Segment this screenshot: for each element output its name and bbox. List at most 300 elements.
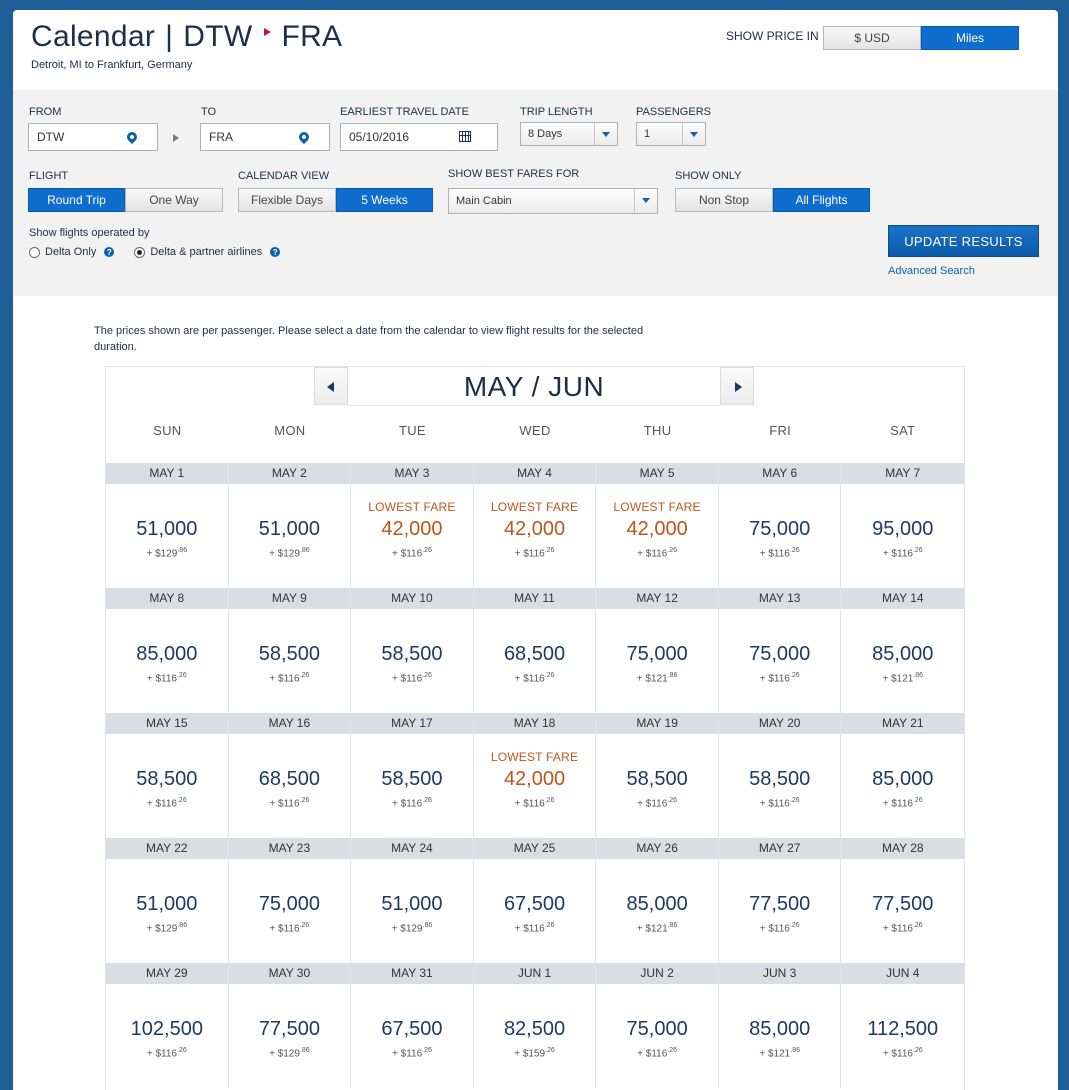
search-form	[13, 90, 1058, 296]
flight-label: FLIGHT	[29, 170, 69, 182]
non-stop-button[interactable]: Non Stop	[675, 188, 773, 212]
day-tax-amount	[596, 922, 718, 934]
calendar-day-cell[interactable]	[106, 463, 229, 588]
day-miles-price: 67,500	[381, 1018, 443, 1040]
tax-prefix: + $	[392, 798, 407, 810]
calendar-day-cell[interactable]	[841, 963, 964, 1088]
tax-prefix: + $	[514, 548, 529, 560]
earliest-date-value: 05/10/2016	[349, 130, 410, 144]
day-date-label: MAY 2	[229, 463, 351, 484]
calendar-day-cell[interactable]	[841, 588, 964, 713]
day-date-label: MAY 26	[596, 838, 718, 859]
day-date-label: MAY 25	[474, 838, 596, 859]
day-date-label: MAY 19	[596, 713, 718, 734]
show-price-in-label: SHOW PRICE IN	[726, 29, 819, 43]
tax-cents: .86	[177, 547, 188, 554]
to-input[interactable]	[200, 123, 330, 151]
tax-prefix: + $	[391, 923, 406, 935]
show-only-toggle	[675, 188, 870, 212]
tax-cents: .86	[667, 922, 678, 929]
calendar-day-cell[interactable]	[719, 588, 842, 713]
calendar-day-cell[interactable]	[229, 963, 352, 1088]
main-panel	[13, 10, 1058, 1090]
tax-prefix: + $	[146, 548, 161, 560]
map-pin-icon	[297, 130, 311, 144]
day-tax-amount	[229, 547, 351, 559]
day-date-label: MAY 27	[719, 838, 841, 859]
calendar-day-cell[interactable]	[596, 713, 719, 838]
calendar-day-cell[interactable]	[596, 463, 719, 588]
day-date-label: MAY 6	[719, 463, 841, 484]
earliest-date-label: EARLIEST TRAVEL DATE	[340, 106, 469, 118]
from-input[interactable]	[28, 123, 158, 151]
day-miles-price: 51,000	[258, 518, 320, 540]
trip-length-label: TRIP LENGTH	[520, 106, 593, 118]
tax-cents: .26	[789, 672, 800, 679]
five-weeks-button[interactable]: 5 Weeks	[336, 188, 433, 212]
day-tax-amount	[719, 797, 841, 809]
delta-only-label[interactable]: Delta Only	[45, 246, 97, 258]
tax-prefix: + $	[146, 673, 162, 685]
lowest-fare-badge: LOWEST FARE	[490, 500, 579, 514]
price-notice: The prices shown are per passenger. Please select a date from the calendar to view flight results for the selected duration.	[94, 325, 644, 353]
tax-cents: .26	[544, 547, 555, 554]
day-tax-amount	[474, 922, 596, 934]
tax-prefix: + $	[637, 798, 652, 810]
chevron-down-icon	[682, 123, 705, 145]
day-miles-price: 42,000	[503, 768, 566, 790]
tax-dollars: 129	[283, 1048, 300, 1060]
from-label: FROM	[29, 106, 62, 118]
day-miles-price: 75,000	[626, 1018, 688, 1040]
calendar-day-cell[interactable]	[596, 838, 719, 963]
calendar-day-cell[interactable]	[351, 713, 474, 838]
calendar-day-cell[interactable]	[106, 588, 229, 713]
tax-cents: .26	[667, 797, 678, 804]
tax-cents: .26	[912, 1047, 923, 1054]
tax-dollars: 116	[651, 548, 668, 560]
day-date-label: MAY 5	[596, 463, 718, 484]
calendar-view-label: CALENDAR VIEW	[238, 170, 330, 182]
tax-dollars: 116	[406, 673, 423, 685]
title-destination: FRA	[281, 20, 343, 53]
tax-prefix: + $	[146, 798, 162, 810]
tax-prefix: + $	[392, 673, 407, 685]
tax-prefix: + $	[146, 923, 161, 935]
best-fares-select[interactable]	[448, 188, 658, 214]
day-miles-price: 68,500	[503, 643, 566, 665]
day-date-label: MAY 14	[841, 588, 964, 609]
day-miles-price: 51,000	[136, 893, 198, 915]
tax-prefix: + $	[882, 923, 897, 935]
tax-cents: .26	[176, 672, 187, 679]
tax-prefix: + $	[269, 923, 284, 935]
day-miles-price: 58,500	[136, 768, 198, 790]
day-tax-amount	[474, 1047, 596, 1059]
help-icon[interactable]: ?	[104, 247, 114, 257]
day-date-label: MAY 7	[841, 463, 964, 484]
weekday-label: TUE	[398, 423, 426, 438]
tax-prefix: + $	[759, 1048, 774, 1060]
day-miles-price: 85,000	[136, 643, 198, 665]
tax-prefix: + $	[514, 1048, 529, 1060]
day-date-label: MAY 30	[229, 963, 351, 984]
one-way-button[interactable]: One Way	[125, 188, 223, 212]
day-tax-amount	[229, 922, 351, 934]
tax-prefix: + $	[514, 923, 529, 935]
day-date-label: JUN 2	[596, 963, 718, 984]
calendar-day-cell[interactable]	[229, 463, 352, 588]
tax-dollars: 116	[528, 673, 545, 685]
day-tax-amount	[596, 672, 718, 684]
tax-dollars: 116	[528, 923, 545, 935]
day-miles-price: 58,500	[381, 768, 443, 790]
tax-cents: .26	[422, 672, 432, 679]
route-arrow-icon	[264, 28, 271, 36]
price-usd-button[interactable]: $ USD	[823, 26, 921, 50]
day-date-label: JUN 4	[841, 963, 964, 984]
tax-prefix: + $	[882, 673, 897, 685]
tax-cents: .86	[422, 922, 433, 929]
day-tax-amount	[841, 672, 964, 684]
tax-dollars: 116	[897, 548, 913, 560]
tax-dollars: 129	[405, 923, 423, 935]
calendar-icon[interactable]	[459, 131, 471, 142]
day-tax-amount	[719, 672, 841, 684]
day-tax-amount	[719, 1047, 841, 1059]
delta-only-radio[interactable]	[29, 247, 40, 258]
tax-dollars: 116	[161, 798, 177, 810]
tax-cents: .26	[667, 1047, 678, 1054]
day-date-label: MAY 10	[351, 588, 473, 609]
prev-month-button[interactable]	[314, 367, 348, 405]
day-miles-price: 85,000	[626, 893, 688, 915]
tax-dollars: 116	[406, 1048, 423, 1060]
tax-cents: .26	[545, 1047, 555, 1054]
tax-dollars: 129	[160, 923, 178, 935]
title-page-name: Calendar	[31, 20, 156, 53]
month-navigation	[314, 367, 758, 407]
tax-cents: .86	[299, 547, 310, 554]
day-miles-price: 85,000	[749, 1018, 811, 1040]
tax-prefix: + $	[392, 548, 407, 560]
tax-prefix: + $	[759, 548, 774, 560]
tax-prefix: + $	[514, 673, 529, 685]
tax-cents: .26	[544, 922, 555, 929]
passengers-value: 1	[644, 128, 651, 140]
calendar-day-cell[interactable]	[351, 588, 474, 713]
calendar-week-row	[106, 963, 964, 1088]
tax-dollars: 116	[528, 798, 545, 810]
calendar-day-cell[interactable]	[351, 838, 474, 963]
best-fares-label: SHOW BEST FARES FOR	[448, 168, 580, 180]
trip-length-value: 8 Days	[528, 128, 563, 140]
tax-dollars: 116	[406, 548, 423, 560]
tax-dollars: 121	[773, 1048, 791, 1060]
price-unit-toggle	[823, 26, 1019, 50]
calendar-day-cell[interactable]	[841, 463, 964, 588]
tax-dollars: 116	[897, 1048, 913, 1060]
calendar-day-cell[interactable]	[474, 838, 597, 963]
day-tax-amount	[474, 547, 596, 559]
calendar-day-cell[interactable]	[719, 713, 842, 838]
tax-dollars: 116	[773, 798, 790, 810]
tax-prefix: + $	[759, 798, 774, 810]
chevron-right-icon	[735, 382, 742, 392]
tax-dollars: 116	[283, 673, 300, 685]
fare-calendar	[105, 366, 965, 1090]
day-date-label: MAY 3	[351, 463, 473, 484]
day-date-label: JUN 3	[719, 963, 841, 984]
page-title	[31, 20, 342, 54]
round-trip-button[interactable]: Round Trip	[28, 188, 125, 212]
tax-prefix: + $	[759, 673, 774, 685]
weekday-label: THU	[643, 423, 672, 438]
tax-dollars: 116	[651, 1048, 668, 1060]
tax-dollars: 116	[283, 798, 300, 810]
day-tax-amount	[106, 672, 228, 684]
weekday-label: FRI	[769, 423, 792, 438]
calendar-view-toggle	[238, 188, 433, 212]
lowest-fare-badge: LOWEST FARE	[490, 750, 579, 764]
day-tax-amount	[351, 547, 473, 559]
tax-dollars: 116	[283, 923, 300, 935]
tax-cents: .26	[422, 547, 432, 554]
tax-prefix: + $	[882, 1048, 897, 1060]
day-miles-price: 58,500	[258, 643, 320, 665]
day-miles-price: 82,500	[503, 1018, 566, 1040]
earliest-date-input[interactable]	[340, 123, 498, 151]
calendar-day-cell[interactable]	[596, 963, 719, 1088]
operated-by-label: Show flights operated by	[29, 227, 150, 239]
route-subtitle: Detroit, MI to Frankfurt, Germany	[31, 59, 193, 71]
tax-dollars: 116	[651, 798, 668, 810]
day-miles-price: 85,000	[872, 768, 934, 790]
tax-prefix: + $	[637, 1048, 652, 1060]
tax-cents: .26	[176, 797, 187, 804]
day-date-label: MAY 12	[596, 588, 718, 609]
passengers-label: PASSENGERS	[636, 106, 711, 118]
tax-dollars: 121	[650, 923, 668, 935]
tax-dollars: 129	[283, 548, 300, 560]
lowest-fare-badge: LOWEST FARE	[368, 500, 456, 514]
day-date-label: MAY 24	[351, 838, 473, 859]
tax-dollars: 121	[896, 673, 914, 685]
calendar-day-cell[interactable]	[719, 838, 842, 963]
day-date-label: MAY 23	[229, 838, 351, 859]
title-separator: |	[165, 20, 174, 53]
tax-prefix: + $	[269, 673, 284, 685]
tax-prefix: + $	[759, 923, 774, 935]
tax-dollars: 116	[406, 798, 423, 810]
advanced-search-link[interactable]: Advanced Search	[888, 265, 975, 277]
calendar-day-cell[interactable]	[596, 588, 719, 713]
calendar-weeks	[106, 463, 964, 1088]
day-tax-amount	[841, 1047, 964, 1059]
day-miles-price: 112,500	[867, 1018, 939, 1040]
tax-prefix: + $	[392, 1048, 407, 1060]
weekday-label: MON	[274, 423, 306, 438]
calendar-day-cell[interactable]	[474, 588, 597, 713]
day-tax-amount	[596, 547, 718, 559]
tax-prefix: + $	[637, 548, 652, 560]
best-fares-value: Main Cabin	[456, 195, 512, 207]
tax-cents: .26	[789, 547, 800, 554]
calendar-day-cell[interactable]	[106, 713, 229, 838]
tax-dollars: 116	[897, 798, 913, 810]
tax-cents: .26	[789, 797, 800, 804]
day-date-label: MAY 16	[229, 713, 351, 734]
passengers-select[interactable]	[636, 122, 706, 146]
tax-cents: .26	[912, 922, 923, 929]
day-miles-price: 75,000	[258, 893, 320, 915]
day-tax-amount	[474, 672, 596, 684]
day-tax-amount	[351, 922, 473, 934]
title-origin: DTW	[183, 20, 253, 53]
trip-length-select[interactable]	[520, 122, 618, 146]
tax-cents: .86	[177, 922, 188, 929]
day-tax-amount	[719, 922, 841, 934]
tax-prefix: + $	[882, 798, 897, 810]
day-date-label: MAY 29	[106, 963, 228, 984]
delta-partner-radio[interactable]	[134, 247, 145, 258]
calendar-day-cell[interactable]	[719, 963, 842, 1088]
tax-prefix: + $	[514, 798, 529, 810]
day-tax-amount	[719, 547, 841, 559]
calendar-day-cell[interactable]	[474, 713, 597, 838]
show-only-label: SHOW ONLY	[675, 170, 742, 182]
calendar-week-row	[106, 713, 964, 838]
update-results-button[interactable]: UPDATE RESULTS	[888, 225, 1039, 257]
map-pin-icon	[125, 130, 139, 144]
day-tax-amount	[106, 797, 228, 809]
day-miles-price: 102,500	[130, 1018, 203, 1040]
all-flights-button[interactable]: All Flights	[773, 188, 870, 212]
tax-dollars: 116	[897, 923, 913, 935]
calendar-day-cell[interactable]	[719, 463, 842, 588]
tax-cents: .26	[912, 797, 923, 804]
day-date-label: MAY 21	[841, 713, 964, 734]
calendar-day-cell[interactable]	[229, 713, 352, 838]
day-miles-price: 75,000	[749, 643, 811, 665]
to-value: FRA	[209, 130, 233, 144]
day-miles-price: 77,500	[749, 893, 811, 915]
day-miles-price: 42,000	[381, 518, 443, 540]
day-date-label: MAY 9	[229, 588, 351, 609]
day-date-label: JUN 1	[474, 963, 596, 984]
tax-cents: .26	[544, 672, 555, 679]
tax-dollars: 116	[773, 548, 790, 560]
tax-dollars: 116	[773, 673, 790, 685]
weekday-header	[106, 423, 964, 438]
day-date-label: MAY 11	[474, 588, 596, 609]
tax-cents: .26	[422, 1047, 432, 1054]
day-tax-amount	[106, 1047, 228, 1059]
day-miles-price: 75,000	[626, 643, 688, 665]
next-month-button[interactable]	[720, 367, 754, 405]
calendar-day-cell[interactable]	[106, 838, 229, 963]
flexible-days-button[interactable]: Flexible Days	[238, 188, 336, 212]
tax-prefix: + $	[636, 673, 651, 685]
day-miles-price: 95,000	[872, 518, 934, 540]
calendar-day-cell[interactable]	[841, 838, 964, 963]
tax-cents: .26	[912, 547, 923, 554]
calendar-day-cell[interactable]	[474, 463, 597, 588]
day-miles-price: 42,000	[626, 518, 688, 540]
day-miles-price: 51,000	[136, 518, 198, 540]
lowest-fare-badge: LOWEST FARE	[613, 500, 701, 514]
tax-cents: .26	[789, 922, 800, 929]
tax-dollars: 116	[161, 1048, 177, 1060]
day-tax-amount	[474, 797, 596, 809]
tax-dollars: 116	[161, 673, 177, 685]
day-date-label: MAY 8	[106, 588, 228, 609]
day-tax-amount	[229, 672, 351, 684]
day-miles-price: 51,000	[381, 893, 443, 915]
tax-cents: .86	[667, 672, 678, 679]
day-miles-price: 42,000	[503, 518, 566, 540]
tax-cents: .26	[299, 797, 310, 804]
tax-prefix: + $	[269, 798, 284, 810]
day-date-label: MAY 15	[106, 713, 228, 734]
weekday-label: WED	[519, 423, 551, 438]
day-tax-amount	[841, 797, 964, 809]
day-date-label: MAY 28	[841, 838, 964, 859]
delta-partner-label[interactable]: Delta & partner airlines	[150, 246, 263, 258]
day-date-label: MAY 4	[474, 463, 596, 484]
chevron-down-icon	[594, 123, 617, 145]
page-header	[13, 10, 1058, 91]
tax-cents: .86	[790, 1047, 800, 1054]
calendar-day-cell[interactable]	[351, 963, 474, 1088]
tax-prefix: + $	[146, 1048, 162, 1060]
tax-cents: .26	[667, 547, 678, 554]
price-miles-button[interactable]: Miles	[921, 26, 1019, 50]
calendar-day-cell[interactable]	[841, 713, 964, 838]
calendar-week-row	[106, 838, 964, 963]
tax-prefix: + $	[636, 923, 651, 935]
flight-type-toggle	[28, 188, 223, 212]
tax-dollars: 129	[160, 548, 178, 560]
weekday-label: SUN	[153, 423, 182, 438]
help-icon[interactable]: ?	[270, 247, 280, 257]
tax-prefix: + $	[269, 548, 284, 560]
day-date-label: MAY 18	[474, 713, 596, 734]
day-miles-price: 58,500	[381, 643, 443, 665]
to-label: TO	[201, 106, 217, 118]
day-tax-amount	[841, 922, 964, 934]
calendar-week-row	[106, 463, 964, 588]
operated-by-options	[29, 246, 300, 258]
calendar-day-cell[interactable]	[351, 463, 474, 588]
day-tax-amount	[351, 1047, 473, 1059]
tax-dollars: 121	[650, 673, 668, 685]
day-tax-amount	[351, 797, 473, 809]
weekday-label: SAT	[890, 423, 916, 438]
day-date-label: MAY 31	[351, 963, 473, 984]
calendar-day-cell[interactable]	[229, 588, 352, 713]
calendar-day-cell[interactable]	[106, 963, 229, 1088]
calendar-day-cell[interactable]	[229, 838, 352, 963]
tax-cents: .26	[544, 797, 555, 804]
day-date-label: MAY 20	[719, 713, 841, 734]
day-tax-amount	[106, 547, 228, 559]
day-miles-price: 77,500	[872, 893, 934, 915]
day-date-label: MAY 22	[106, 838, 228, 859]
calendar-day-cell[interactable]	[474, 963, 597, 1088]
tax-cents: .86	[913, 672, 924, 679]
day-miles-price: 58,500	[749, 768, 811, 790]
